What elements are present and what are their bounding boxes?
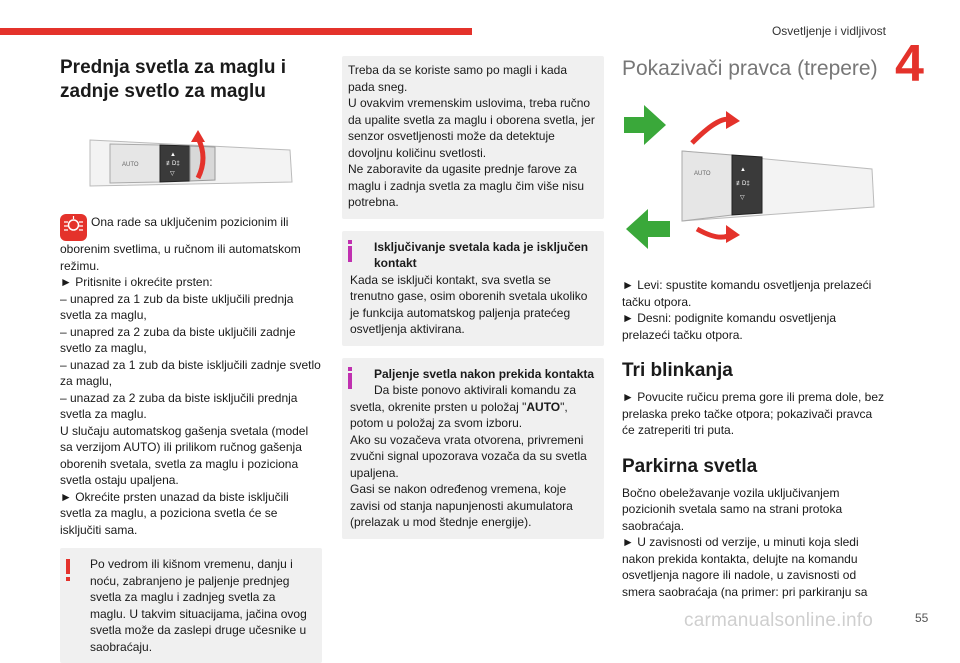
info2-title: Paljenje svetla nakon prekida kontakta (374, 366, 595, 381)
warning-box (60, 548, 322, 663)
fog-step: U slučaju automatskog gašenja svetala (model sa verzijom AUTO) ili prilikom ručnog gašenja oborenih svetala, svetla za maglu i poziciona svetla ostaju upaljena. (60, 423, 309, 487)
page-number: 55 (915, 611, 929, 625)
warning-text: Po vedrom ili kišnom vremenu, danju i noću, zabranjeno je paljenje prednjeg svetla za maglu i zadnjeg svetla za maglu. U takvim situacijama, jačina ovog svetla može da zaslepi druge učesnike u saobraćaju. (90, 557, 307, 654)
info1-text: Kada se isključi kontakt, sva svetla se trenutno gase, osim oborenih svetala ukoliko je funkcija automatskog paljenja pratećeg osvetljenja aktivirana. (350, 272, 588, 336)
left-indicator-text: ► Levi: spustite komandu osvetljenja prelazeći tačku otpora. (622, 278, 872, 309)
svg-text:▽: ▽ (170, 171, 175, 177)
info-icon (346, 367, 354, 389)
fog-light-icon (60, 214, 87, 241)
fog-step: ► Okrećite prsten unazad da biste isključili svetla za maglu, a poziciona svetla će se isključiti sama. (60, 489, 289, 537)
info2-text-b: ", potom u položaj za svom izboru. Ako su vozačeva vrata otvorena, privremeni zvučni signal upozorava vozača da su svetla upaljena. Gasi se nakon određenog vremena, koje zavisi od stanja napunjenosti akumulatora (prelazak u mod štednje energije). (350, 399, 587, 529)
column-indicators (622, 56, 884, 600)
fog-step: – unapred za 2 zuba da biste uključili zadnje svetlo za maglu, (60, 324, 296, 355)
parking-lights-text: Bočno obeležavanje vozila uključivanjem pozicionih svetala samo na strani protoka saobraćaja. ► U zavisnosti od verzije, u minuti koja sledi nakon prekida kontakta, delujte na komandu osvetljenja nagore ili nadole, u zavisnosti od smera saobraćaja (na primer: pri parkiranju sa (622, 485, 868, 599)
fog-lights-heading: Prednja svetla za maglu i zadnje svetlo za maglu (60, 57, 286, 102)
auto-label: AUTO (122, 162, 139, 168)
fog-intro-text: Ona rade sa uključenim pozicionim ili oborenim svetlima, u ručnom ili automatskom režimu. (60, 215, 301, 273)
indicator-stalk-drawing (622, 93, 884, 259)
indicator-stalk-illustration (622, 93, 884, 259)
fog-step: ► Pritisnite i okrećite prsten: (60, 275, 213, 289)
right-indicator-text: ► Desni: podignite komandu osvetljenja prelazeći tačku otpora. (622, 311, 837, 342)
note-text: Treba da se koriste samo po magli i kada pada sneg. U ovakvim vremenskim uslovima, treba ručno da upalite svetla za maglu i oborena svetla, jer senzor osvetljenosti može da detektuje dovoljnu količinu svetlosti. Ne zaboravite da ugasite prednje farove za maglu i zadnja svetla za maglu čim više nisu potrebna. (348, 63, 595, 209)
column-fog-lights (60, 56, 322, 663)
fog-intro (60, 214, 322, 274)
warning-icon (64, 559, 72, 581)
indicators-heading: Pokazivači pravca (trepere) (622, 57, 878, 80)
svg-text:▲: ▲ (740, 167, 746, 173)
fog-stalk-illustration (60, 120, 322, 200)
svg-text:▲: ▲ (170, 152, 176, 158)
fog-step: – unapred za 1 zub da biste uključili prednja svetla za maglu, (60, 291, 294, 322)
info1-title: Isključivanje svetala kada je isključen kontakt (374, 239, 589, 270)
auto-label: AUTO (694, 171, 711, 177)
info2-text-a: Da biste ponovo aktivirali komandu za svetla, okrenite prsten u položaj " (350, 383, 577, 414)
three-blinks-text: ► Povucite ručicu prema gore ili prema dole, bez prelaska preko tačke otpora; pokazivači pravca će zatreperiti tri puta. (622, 390, 884, 437)
info-box-ignition-off (342, 231, 604, 346)
fog-steps (60, 274, 322, 538)
three-blinks-heading: Tri blinkanja (622, 360, 733, 381)
chapter-number: 4 (895, 35, 924, 93)
note-box (342, 56, 604, 219)
info2-auto: AUTO (526, 399, 561, 414)
svg-text:≢D‡: ≢D‡ (166, 161, 180, 167)
parking-lights-heading: Parkirna svetla (622, 455, 758, 477)
fog-stalk-drawing (60, 120, 322, 200)
column-notes (342, 56, 604, 539)
fog-step: – unazad za 1 zub da biste isključili zadnje svetlo za maglu, (60, 357, 321, 388)
top-accent-bar (0, 28, 472, 35)
svg-text:≢D‡: ≢D‡ (736, 181, 750, 187)
footer-watermark: carmanualsonline.info (684, 610, 874, 631)
info-box-restart (342, 358, 604, 539)
green-arrow-left-icon (626, 209, 670, 249)
green-arrow-right-icon (624, 105, 666, 145)
svg-text:▽: ▽ (740, 195, 745, 201)
info2-text (350, 382, 596, 531)
info-icon (346, 240, 354, 262)
fog-step: – unazad za 2 zuba da biste isključili prednja svetla za maglu. (60, 390, 298, 421)
section-title: Osvetljenje i vidljivost (771, 24, 886, 38)
